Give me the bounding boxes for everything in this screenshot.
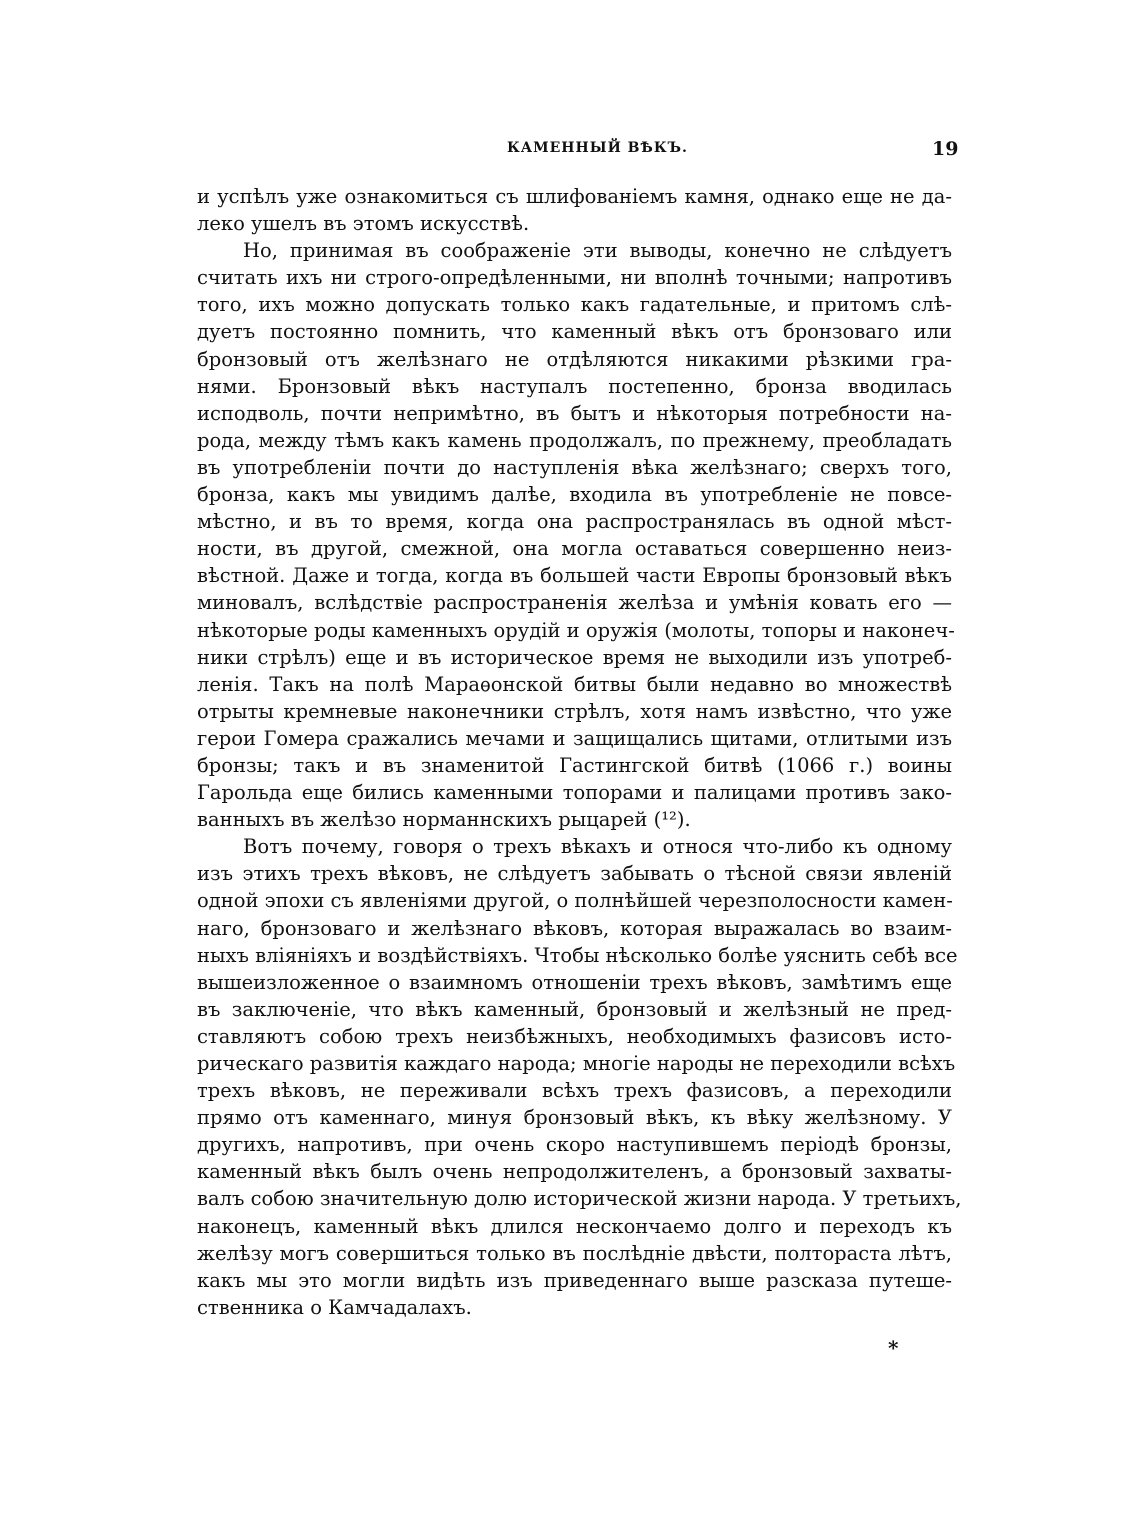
- text-line: другихъ, напротивъ, при очень скоро наступившемъ періодѣ бронзы,: [197, 1133, 952, 1157]
- text-line: герои Гомера сражались мечами и защищались щитами, отлитыми изъ: [197, 726, 952, 750]
- text-line: бронза, какъ мы увидимъ далѣе, входила въ употребленіе не повсе-: [197, 483, 952, 507]
- text-line: бронзовый отъ желѣзнаго не отдѣляются никакими рѣзкими гра-: [197, 347, 952, 371]
- text-line: вышеизложенное о взаимномъ отношеніи трехъ вѣковъ, замѣтимъ еще: [197, 970, 952, 994]
- text-line: наго, бронзоваго и желѣзнаго вѣковъ, которая выражалась во взаим-: [197, 916, 952, 940]
- text-line: нями. Бронзовый вѣкъ наступалъ постепенно, бронза вводилась: [197, 374, 952, 398]
- text-line: изъ этихъ трехъ вѣковъ, не слѣдуетъ забывать о тѣсной связи явленій: [197, 862, 952, 886]
- text-line: считать ихъ ни строго-опредѣленными, ни вполнѣ точными; напротивъ: [197, 266, 952, 290]
- text-line: рода, между тѣмъ какъ камень продолжалъ, по прежнему, преобладать: [197, 428, 952, 452]
- text-line: ственника о Камчадалахъ.: [197, 1295, 472, 1319]
- text-line: бронзы; такъ и въ знаменитой Гастингской битвѣ (1066 г.) воины: [197, 753, 952, 777]
- text-line: исподволь, почти непримѣтно, въ бытъ и нѣкоторыя потребности на-: [197, 401, 952, 425]
- text-line: ванныхъ въ желѣзо норманнскихъ рыцарей (¹²).: [197, 808, 691, 832]
- paragraph: [197, 183, 952, 237]
- text-line: рическаго развитія каждаго народа; многіе народы не переходили всѣхъ: [197, 1052, 956, 1075]
- text-line: какъ мы это могли видѣть изъ приведеннаго выше разсказа путеше-: [197, 1268, 952, 1292]
- text-line: нѣкоторые роды каменныхъ орудій и оружія (молоты, топоры и наконеч-: [197, 618, 955, 642]
- text-line: и успѣлъ уже ознакомиться съ шлифованіемъ камня, однако еще не да-: [197, 185, 952, 208]
- text-line: вѣстной. Даже и тогда, когда въ большей части Европы бронзовый вѣкъ: [197, 564, 952, 588]
- text-line: миновалъ, вслѣдствіе распространенія желѣза и умѣнія ковать его —: [197, 591, 952, 615]
- text-line: того, ихъ можно допускать только какъ гадательные, и притомъ слѣ-: [197, 293, 952, 317]
- text-line: дуетъ постоянно помнить, что каменный вѣкъ отъ бронзоваго или: [197, 320, 952, 344]
- running-title: КАМЕННЫЙ ВѢКЪ.: [507, 140, 688, 156]
- text-line: Гарольда еще бились каменными топорами и палицами противъ зако-: [197, 781, 952, 805]
- text-line: желѣзу могъ совершиться только въ послѣдніе двѣсти, полтораста лѣтъ,: [197, 1241, 952, 1265]
- text-line: каменный вѣкъ былъ очень непродолжителенъ, а бронзовый захваты-: [197, 1160, 952, 1184]
- paragraph: [197, 237, 955, 833]
- text-line: ставляютъ собою трехъ неизбѣжныхъ, необходимыхъ фазисовъ исто-: [197, 1024, 952, 1048]
- text-line: мѣстно, и въ то время, когда она распространялась въ одной мѣст-: [197, 510, 952, 534]
- text-body: [197, 183, 962, 1321]
- text-line: одной эпохи съ явленіями другой, о полнѣйшей черезполосности камен-: [197, 889, 953, 913]
- page-number: 19: [932, 138, 959, 160]
- text-line: леко ушелъ въ этомъ искусствѣ.: [197, 212, 530, 236]
- text-line: валъ собою значительную долю исторической жизни народа. У третьихъ,: [197, 1187, 962, 1211]
- text-line: ники стрѣлъ) еще и въ историческое время не выходили изъ употреб-: [197, 645, 952, 669]
- text-line: наконецъ, каменный вѣкъ длился нескончаемо долго и переходъ къ: [197, 1214, 952, 1238]
- signature-mark: *: [888, 1336, 899, 1360]
- text-line: отрыты кремневые наконечники стрѣлъ, хотя намъ извѣстно, что уже: [197, 699, 952, 723]
- text-line: ности, въ другой, смежной, она могла оставаться совершенно неиз-: [197, 537, 952, 561]
- text-line: въ употребленіи почти до наступленія вѣка желѣзнаго; сверхъ того,: [197, 455, 952, 479]
- text-line: Вотъ почему, говоря о трехъ вѣкахъ и относя что-либо къ одному: [243, 835, 952, 859]
- text-line: трехъ вѣковъ, не переживали всѣхъ трехъ фазисовъ, а переходили: [197, 1079, 952, 1103]
- text-line: прямо отъ каменнаго, минуя бронзовый вѣкъ, къ вѣку желѣзному. У: [197, 1106, 952, 1130]
- paragraph: [197, 833, 962, 1321]
- text-line: ныхъ вліяніяхъ и воздѣйствіяхъ. Чтобы нѣсколько болѣе уяснить себѣ все: [197, 943, 958, 967]
- text-line: въ заключеніе, что вѣкъ каменный, бронзовый и желѣзный не пред-: [197, 997, 952, 1021]
- text-line: ленія. Такъ на полѣ Мараѳонской битвы были недавно во множествѣ: [197, 672, 952, 696]
- text-line: Но, принимая въ соображеніе эти выводы, конечно не слѣдуетъ: [243, 239, 952, 263]
